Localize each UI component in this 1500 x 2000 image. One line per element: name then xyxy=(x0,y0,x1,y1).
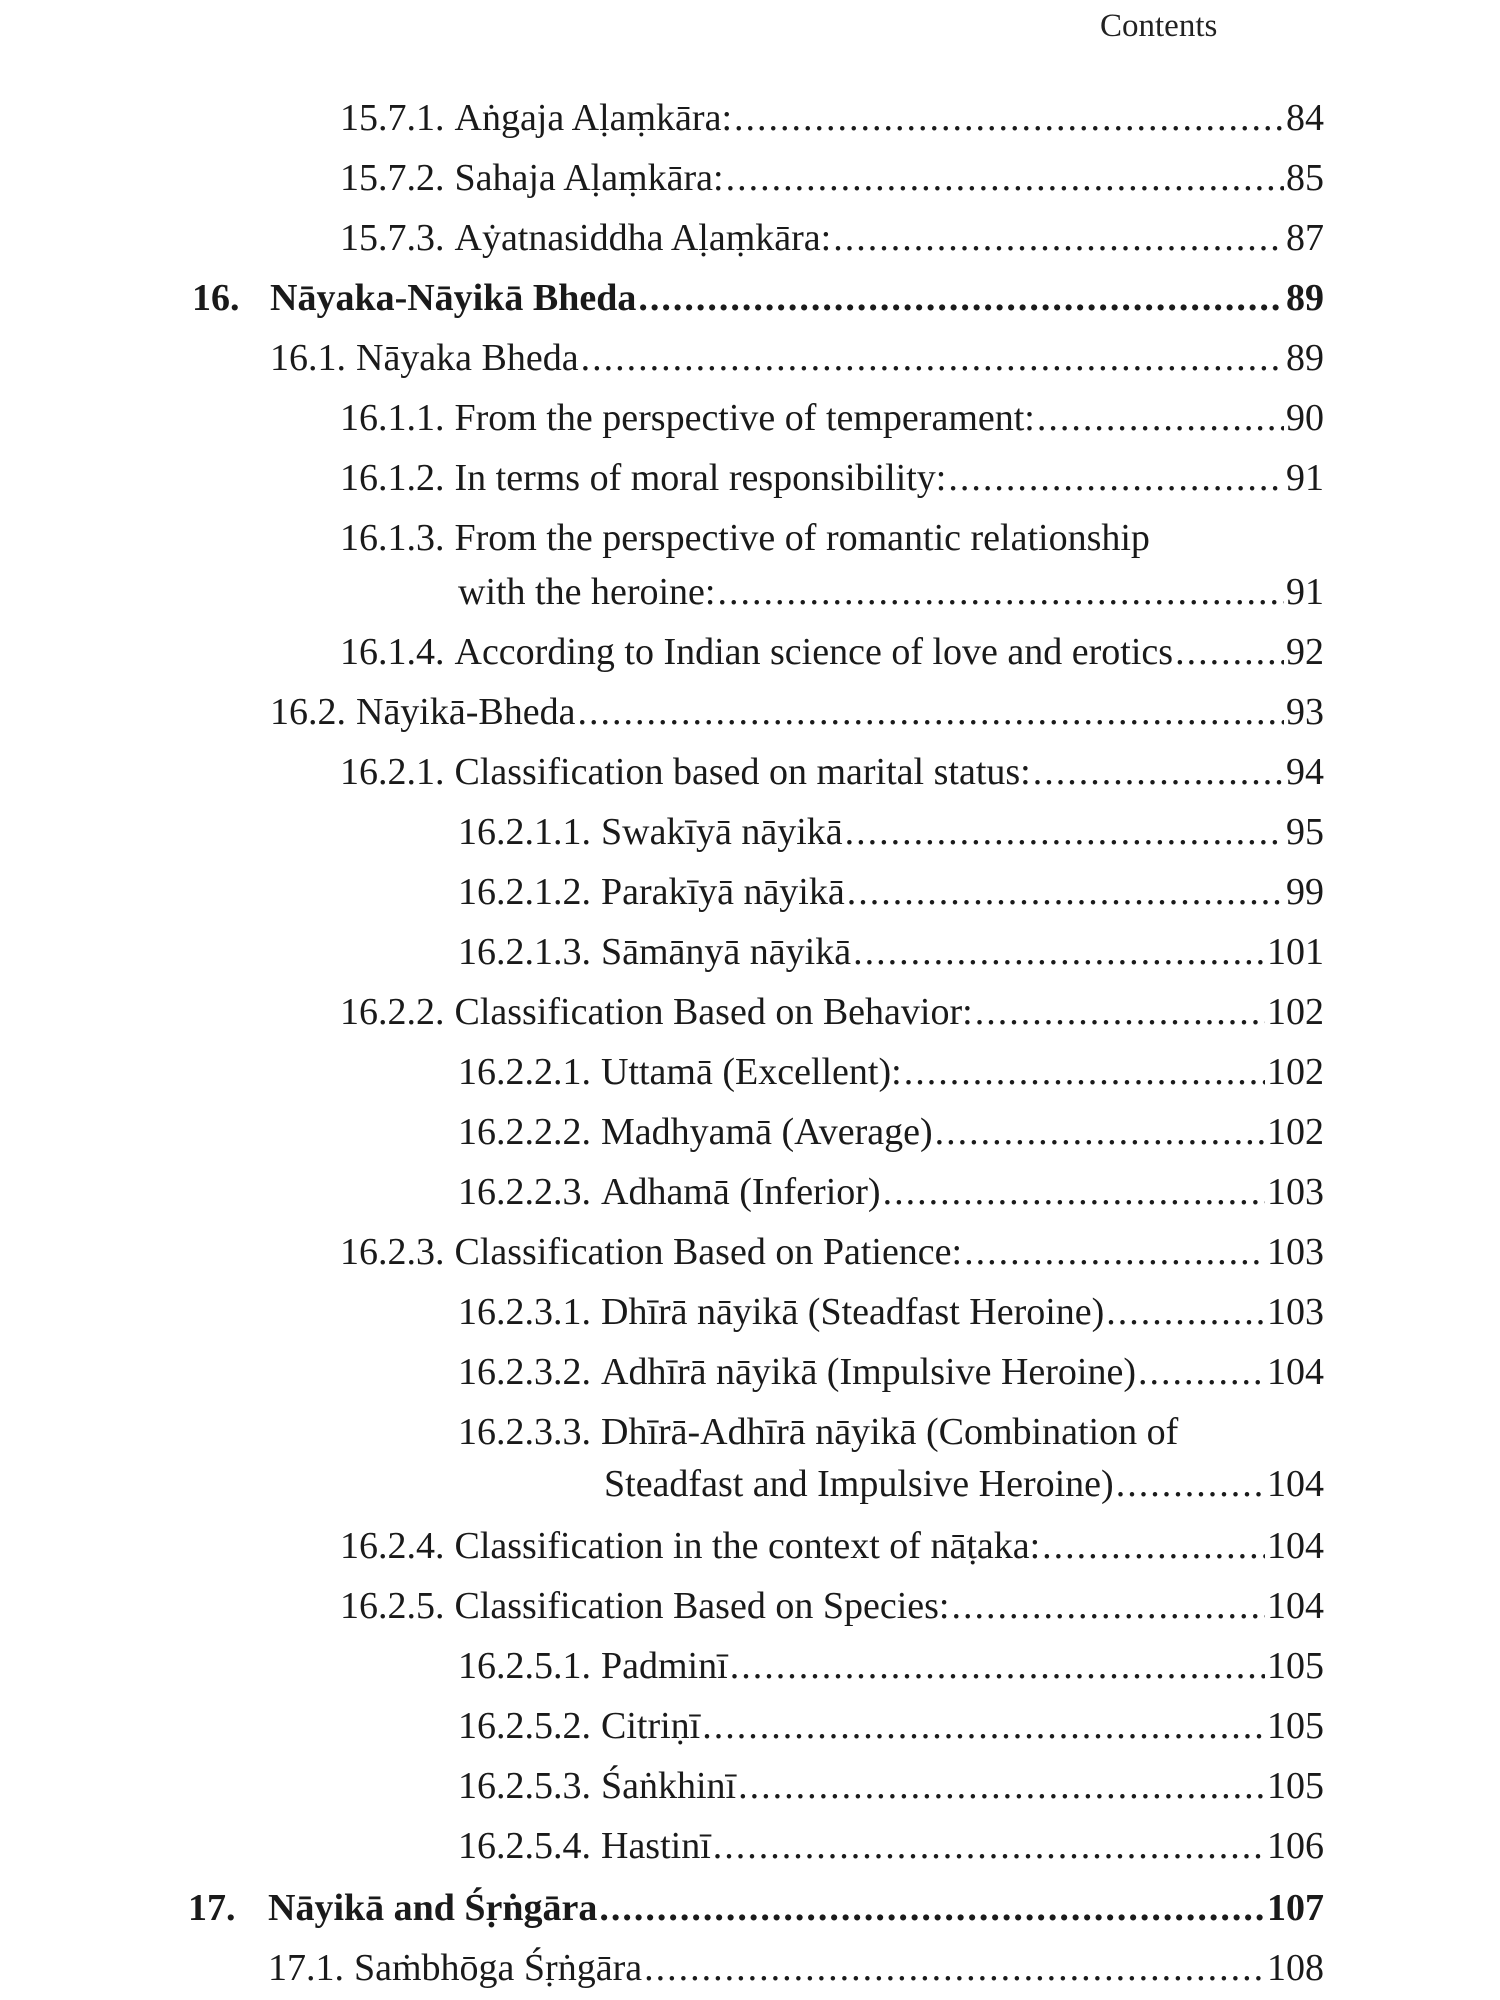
entry-title: Sāmānyā nāyikā xyxy=(601,931,852,973)
entry-page-number: 90 xyxy=(1286,397,1324,439)
entry-page-number: 104 xyxy=(1267,1525,1324,1567)
entry-title: Hastinī xyxy=(601,1825,711,1867)
entry-number: 16.2.3.2. xyxy=(458,1351,591,1393)
toc-entry[interactable] xyxy=(340,156,1324,200)
entry-page-number: 92 xyxy=(1286,631,1324,673)
entry-page-number: 105 xyxy=(1267,1705,1324,1747)
dot-leader xyxy=(935,1110,1265,1154)
entry-page-number: 93 xyxy=(1286,691,1324,733)
toc-entry[interactable] xyxy=(340,1584,1324,1628)
entry-title: Classification based on marital status: xyxy=(454,751,1031,793)
entry-number: 15.7.3. xyxy=(340,217,445,259)
toc-entry[interactable] xyxy=(340,990,1324,1034)
entry-page-number: 105 xyxy=(1267,1765,1324,1807)
entry-title: Citriṇī xyxy=(601,1705,701,1747)
dot-leader xyxy=(726,156,1284,200)
toc-entry-first-line[interactable] xyxy=(340,516,1150,560)
dot-leader xyxy=(644,1946,1265,1990)
toc-entry-continuation[interactable] xyxy=(604,1462,1324,1506)
dot-leader xyxy=(717,570,1284,614)
entry-number: 16.1.4. xyxy=(340,631,445,673)
entry-page-number: 104 xyxy=(1267,1463,1324,1505)
entry-page-number: 108 xyxy=(1267,1947,1324,1989)
toc-entry[interactable] xyxy=(458,930,1324,974)
entry-title: Dhīrā nāyikā (Steadfast Heroine) xyxy=(601,1291,1105,1333)
entry-page-number: 84 xyxy=(1286,97,1324,139)
toc-entry[interactable] xyxy=(458,1110,1324,1154)
entry-number: 16.2.3.3. xyxy=(458,1411,591,1453)
dot-leader xyxy=(853,930,1265,974)
dot-leader xyxy=(833,216,1284,260)
entry-page-number: 102 xyxy=(1267,1111,1324,1153)
dot-leader xyxy=(1175,630,1284,674)
toc-entry[interactable] xyxy=(340,96,1324,140)
entry-number: 16.1. xyxy=(270,337,346,379)
entry-title: Classification Based on Species: xyxy=(454,1585,950,1627)
dot-leader xyxy=(577,690,1284,734)
entry-number: 16.1.1. xyxy=(340,397,445,439)
entry-number: 16.2.1. xyxy=(340,751,445,793)
dot-leader xyxy=(730,1644,1265,1688)
dot-leader xyxy=(734,96,1284,140)
entry-number: 16.2.5.4. xyxy=(458,1825,591,1867)
entry-number: 16.2.5.3. xyxy=(458,1765,591,1807)
toc-entry[interactable] xyxy=(458,1644,1324,1688)
entry-title: In terms of moral responsibility: xyxy=(454,457,947,499)
dot-leader xyxy=(1033,750,1284,794)
entry-title: Sahaja Aḷaṃkāra: xyxy=(454,157,724,199)
entry-title: Madhyamā (Average) xyxy=(601,1111,933,1153)
entry-title: Aẏatnasiddha Aḷaṃkāra: xyxy=(454,217,832,259)
toc-entry-continuation[interactable] xyxy=(458,570,1324,614)
entry-number: 16.2.2.2. xyxy=(458,1111,591,1153)
chapter-page-number: 89 xyxy=(1286,277,1324,319)
entry-title: Saṁbhōga Śṛṅgāra xyxy=(354,1947,643,1989)
toc-entry[interactable] xyxy=(340,750,1324,794)
toc-entry[interactable] xyxy=(458,1050,1324,1094)
entry-page-number: 102 xyxy=(1267,991,1324,1033)
entry-title: According to Indian science of love and erotics xyxy=(454,631,1174,673)
entry-number: 16.2.1.1. xyxy=(458,811,591,853)
entry-page-number: 106 xyxy=(1267,1825,1324,1867)
entry-number: 16.2.1.3. xyxy=(458,931,591,973)
entry-title: Aṅgaja Aḷaṃkāra: xyxy=(454,97,733,139)
entry-title-continuation: Steadfast and Impulsive Heroine) xyxy=(604,1463,1114,1505)
entry-title: Adhamā (Inferior) xyxy=(601,1171,881,1213)
entry-title: Swakīyā nāyikā xyxy=(601,811,843,853)
dot-leader xyxy=(883,1170,1265,1214)
entry-number: 16.2.2. xyxy=(340,991,445,1033)
entry-number: 16.2.2.3. xyxy=(458,1171,591,1213)
dot-leader xyxy=(904,1050,1265,1094)
entry-number: 16.2.4. xyxy=(340,1525,445,1567)
dot-leader xyxy=(581,336,1284,380)
entry-title: From the perspective of temperament: xyxy=(454,397,1035,439)
dot-leader xyxy=(713,1824,1265,1868)
entry-page-number: 87 xyxy=(1286,217,1324,259)
entry-title: Classification in the context of nāṭaka: xyxy=(454,1525,1041,1567)
toc-entry[interactable] xyxy=(458,1764,1324,1808)
entry-page-number: 95 xyxy=(1286,811,1324,853)
dot-leader xyxy=(1037,396,1284,440)
toc-entry[interactable] xyxy=(458,810,1324,854)
toc-entry[interactable] xyxy=(458,1704,1324,1748)
entry-number: 17.1. xyxy=(268,1947,344,1989)
entry-number: 16.2.1.2. xyxy=(458,871,591,913)
entry-number: 15.7.1. xyxy=(340,97,445,139)
toc-entry[interactable] xyxy=(340,1524,1324,1568)
toc-entry[interactable] xyxy=(458,870,1324,914)
dot-leader xyxy=(738,1764,1265,1808)
entry-number: 15.7.2. xyxy=(340,157,445,199)
entry-title: Adhīrā nāyikā (Impulsive Heroine) xyxy=(601,1351,1136,1393)
entry-title: Nāyikā-Bheda xyxy=(356,691,576,733)
dot-leader xyxy=(1116,1462,1265,1506)
entry-page-number: 105 xyxy=(1267,1645,1324,1687)
chapter-title: Nāyikā and Śṛṅgāra xyxy=(268,1887,598,1929)
dot-leader xyxy=(964,1230,1265,1274)
dot-leader xyxy=(847,870,1284,914)
toc-chapter-entry[interactable] xyxy=(188,1886,1324,1930)
entry-number: 16.2.3. xyxy=(340,1231,445,1273)
chapter-number: 17. xyxy=(188,1887,236,1929)
entry-title-continuation: with the heroine: xyxy=(458,571,716,613)
toc-entry[interactable] xyxy=(458,1170,1324,1214)
entry-page-number: 103 xyxy=(1267,1231,1324,1273)
toc-entry[interactable] xyxy=(458,1290,1324,1334)
dot-leader xyxy=(1138,1350,1265,1394)
entry-title: Nāyaka Bheda xyxy=(356,337,579,379)
entry-page-number: 91 xyxy=(1286,571,1324,613)
entry-title: Classification Based on Behavior: xyxy=(454,991,973,1033)
entry-page-number: 94 xyxy=(1286,751,1324,793)
entry-title: Śaṅkhinī xyxy=(601,1765,737,1807)
entry-title: From the perspective of romantic relationship xyxy=(454,517,1150,559)
entry-number: 16.2.3.1. xyxy=(458,1291,591,1333)
entry-title: Parakīyā nāyikā xyxy=(601,871,845,913)
toc-entry[interactable] xyxy=(458,1350,1324,1394)
chapter-title: Nāyaka-Nāyikā Bheda xyxy=(270,277,637,319)
toc-entry[interactable] xyxy=(270,336,1324,380)
entry-page-number: 104 xyxy=(1267,1351,1324,1393)
dot-leader xyxy=(1106,1290,1265,1334)
toc-entry[interactable] xyxy=(340,396,1324,440)
toc-entry[interactable] xyxy=(458,1824,1324,1868)
dot-leader xyxy=(1042,1524,1265,1568)
toc-entry[interactable] xyxy=(268,1946,1324,1990)
entry-page-number: 103 xyxy=(1267,1171,1324,1213)
dot-leader xyxy=(599,1886,1265,1930)
dot-leader xyxy=(638,276,1284,320)
entry-page-number: 91 xyxy=(1286,457,1324,499)
running-header-title: Contents xyxy=(1100,8,1218,44)
toc-chapter-entry[interactable] xyxy=(192,276,1324,320)
entry-title: Uttamā (Excellent): xyxy=(601,1051,902,1093)
entry-title: Dhīrā-Adhīrā nāyikā (Combination of xyxy=(601,1411,1179,1453)
toc-entry[interactable] xyxy=(340,456,1324,500)
entry-number: 16.2.5. xyxy=(340,1585,445,1627)
entry-number: 16.1.2. xyxy=(340,457,445,499)
entry-number: 16.1.3. xyxy=(340,517,445,559)
entry-number: 16.2. xyxy=(270,691,346,733)
entry-number: 16.2.5.2. xyxy=(458,1705,591,1747)
entry-page-number: 99 xyxy=(1286,871,1324,913)
dot-leader xyxy=(845,810,1284,854)
entry-page-number: 103 xyxy=(1267,1291,1324,1333)
dot-leader xyxy=(948,456,1284,500)
chapter-number: 16. xyxy=(192,277,240,319)
entry-title: Padminī xyxy=(601,1645,728,1687)
entry-page-number: 104 xyxy=(1267,1585,1324,1627)
chapter-page-number: 107 xyxy=(1267,1887,1324,1929)
entry-number: 16.2.5.1. xyxy=(458,1645,591,1687)
entry-page-number: 85 xyxy=(1286,157,1324,199)
entry-title: Classification Based on Patience: xyxy=(454,1231,963,1273)
dot-leader xyxy=(975,990,1265,1034)
entry-page-number: 101 xyxy=(1267,931,1324,973)
toc-entry-first-line[interactable] xyxy=(458,1410,1178,1454)
dot-leader xyxy=(951,1584,1265,1628)
dot-leader xyxy=(702,1704,1265,1748)
toc-entry[interactable] xyxy=(270,690,1324,734)
toc-entry[interactable] xyxy=(340,630,1324,674)
entry-number: 16.2.2.1. xyxy=(458,1051,591,1093)
toc-entry[interactable] xyxy=(340,216,1324,260)
toc-entry[interactable] xyxy=(340,1230,1324,1274)
entry-page-number: 102 xyxy=(1267,1051,1324,1093)
entry-page-number: 89 xyxy=(1286,337,1324,379)
